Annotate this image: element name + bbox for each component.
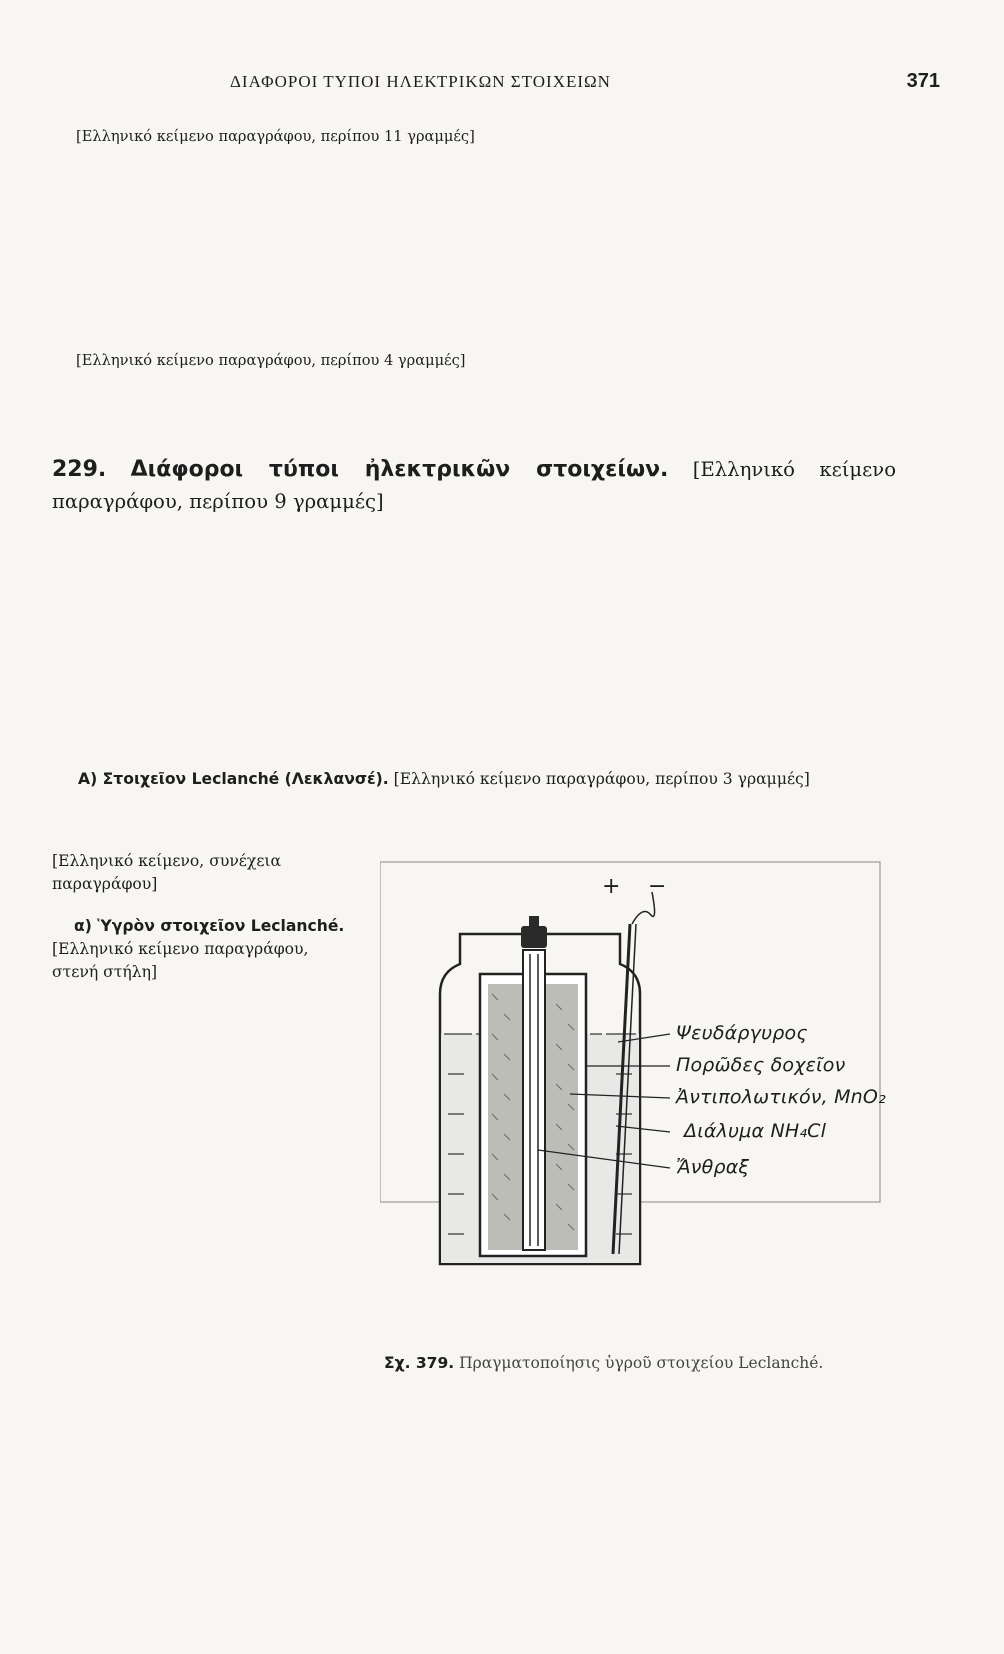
figure-caption [384,1354,904,1372]
label-carbon: Ἄνθραξ [676,1156,750,1178]
subsection-a-body: [Ελληνικό κείμενο παραγράφου, περίπου 3 γραμμές] [393,770,810,788]
label-solution: Διάλυμα NH₄Cl [684,1120,827,1142]
page-header [60,72,940,104]
leclanche-cell-figure [380,854,900,1654]
running-title: ΔΙΑΦΟΡΟΙ ΤΥΠΟΙ ΗΛΕΚΤΡΙΚΩΝ ΣΤΟΙΧΕΙΩΝ [230,72,611,91]
page-number: 371 [906,70,940,92]
minus-sign: − [648,874,667,899]
carbon-rod [523,950,545,1250]
subsection-alpha-body: [Ελληνικό κείμενο παραγράφου, στενή στήλη] [52,939,309,982]
subsection-alpha-heading: α) Ὑγρὸν στοιχεῖον Leclanché. [74,916,345,935]
positive-terminal [521,926,547,948]
label-depolarizer: Ἀντιπολωτικόν, MnO₂ [676,1086,886,1108]
caption-number: Σχ. 379. [384,1354,455,1372]
plus-sign: + [602,874,621,899]
section-229 [52,454,896,517]
section-body: [Ελληνικό κείμενο παραγράφου, περίπου 9 γραμμές] [52,458,896,513]
label-zinc: Ψευδάργυρος [676,1022,808,1044]
subsection-a-heading: A) Στοιχεῖον Leclanché (Λεκλανσέ). [78,770,389,788]
subsection-a-continuation: [Ελληνικό κείμενο, συνέχεια παραγράφου] [52,852,282,894]
section-title: Διάφοροι τύποι ἠλεκτρικῶν στοιχείων. [130,457,669,482]
paragraph-2: [Ελληνικό κείμενο παραγράφου, περίπου 4 γραμμές] [76,352,466,369]
caption-text: Πραγματοποίησις ὑγροῦ στοιχείου Leclanché. [459,1354,824,1372]
section-number: 229. [52,457,107,482]
label-porous-pot: Πορῶδες δοχεῖον [676,1054,846,1076]
paragraph-1: [Ελληνικό κείμενο παραγράφου, περίπου 11 γραμμές] [76,128,475,145]
narrow-text-column [52,850,356,984]
subsection-a [52,768,896,792]
